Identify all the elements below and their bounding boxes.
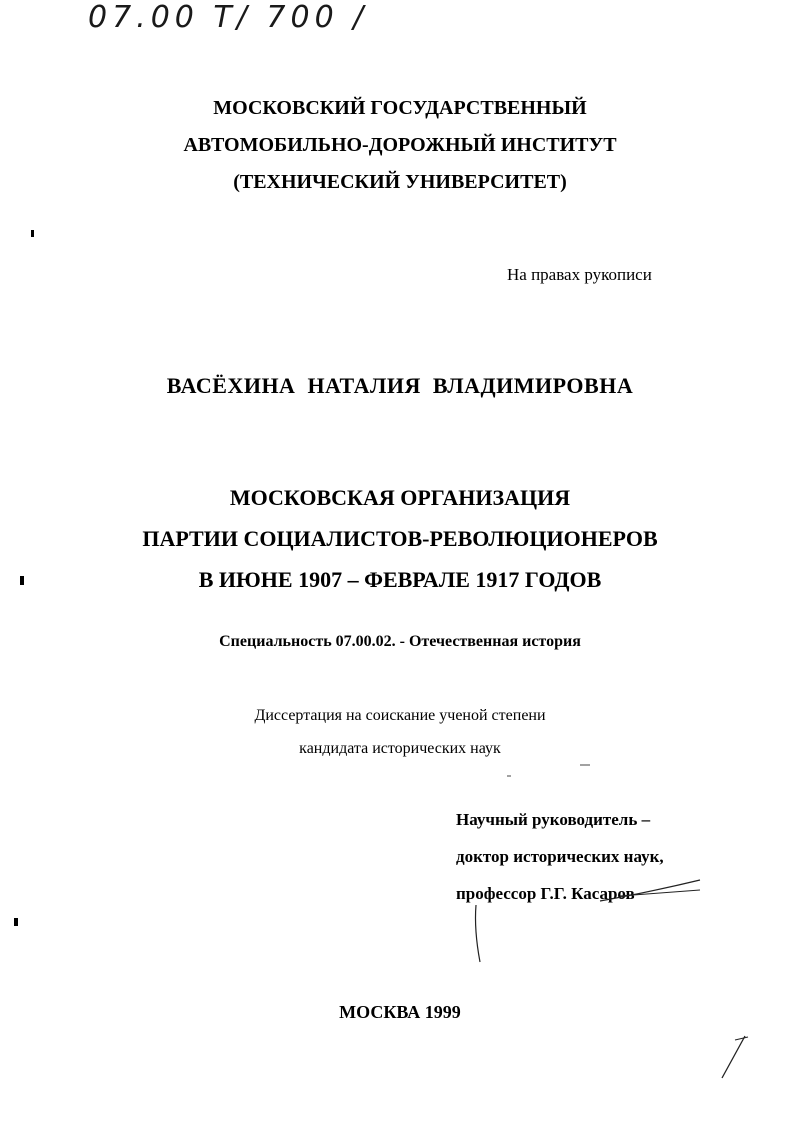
author-name: ВАСЁХИНА НАТАЛИЯ ВЛАДИМИРОВНА	[166, 373, 634, 398]
vertical-pen-mark	[476, 905, 481, 962]
signature-stroke	[600, 880, 700, 901]
slash-pen-mark	[722, 1036, 745, 1078]
scan-mark-top	[31, 230, 34, 237]
supervisor-line-2: доктор исторических наук,	[456, 847, 664, 866]
institution-line-3: (ТЕХНИЧЕСКИЙ УНИВЕРСИТЕТ)	[233, 171, 567, 193]
title-line-2: ПАРТИИ СОЦИАЛИСТОВ-РЕВОЛЮЦИОНЕРОВ	[142, 526, 658, 551]
title-line-1: МОСКОВСКАЯ ОРГАНИЗАЦИЯ	[229, 485, 571, 510]
scan-mark-middle	[20, 576, 24, 585]
title-line-3: В ИЮНЕ 1907 – ФЕВРАЛЕ 1917 ГОДОВ	[198, 567, 602, 592]
institution-line-2: АВТОМОБИЛЬНО-ДОРОЖНЫЙ ИНСТИТУТ	[183, 134, 617, 156]
specialty-line: Специальность 07.00.02. - Отечественная история	[219, 633, 581, 650]
institution-line-1: МОСКОВСКИЙ ГОСУДАРСТВЕННЫЙ	[213, 97, 587, 119]
thesis-line-1: Диссертация на соискание ученой степени	[254, 707, 546, 724]
city-year: МОСКВА 1999	[339, 1002, 461, 1022]
handwritten-archive-code: 07.00 Т/ 700 /	[88, 0, 369, 35]
supervisor-line-3: профессор Г.Г. Касаров	[456, 884, 635, 903]
supervisor-line-1: Научный руководитель –	[456, 810, 651, 829]
slash-pen-mark-2	[735, 1037, 748, 1040]
underline-stroke	[620, 890, 700, 896]
thesis-line-2: кандидата исторических наук	[299, 740, 501, 757]
scan-mark-bottom	[14, 918, 18, 926]
manuscript-rights-note: На правах рукописи	[507, 265, 652, 284]
